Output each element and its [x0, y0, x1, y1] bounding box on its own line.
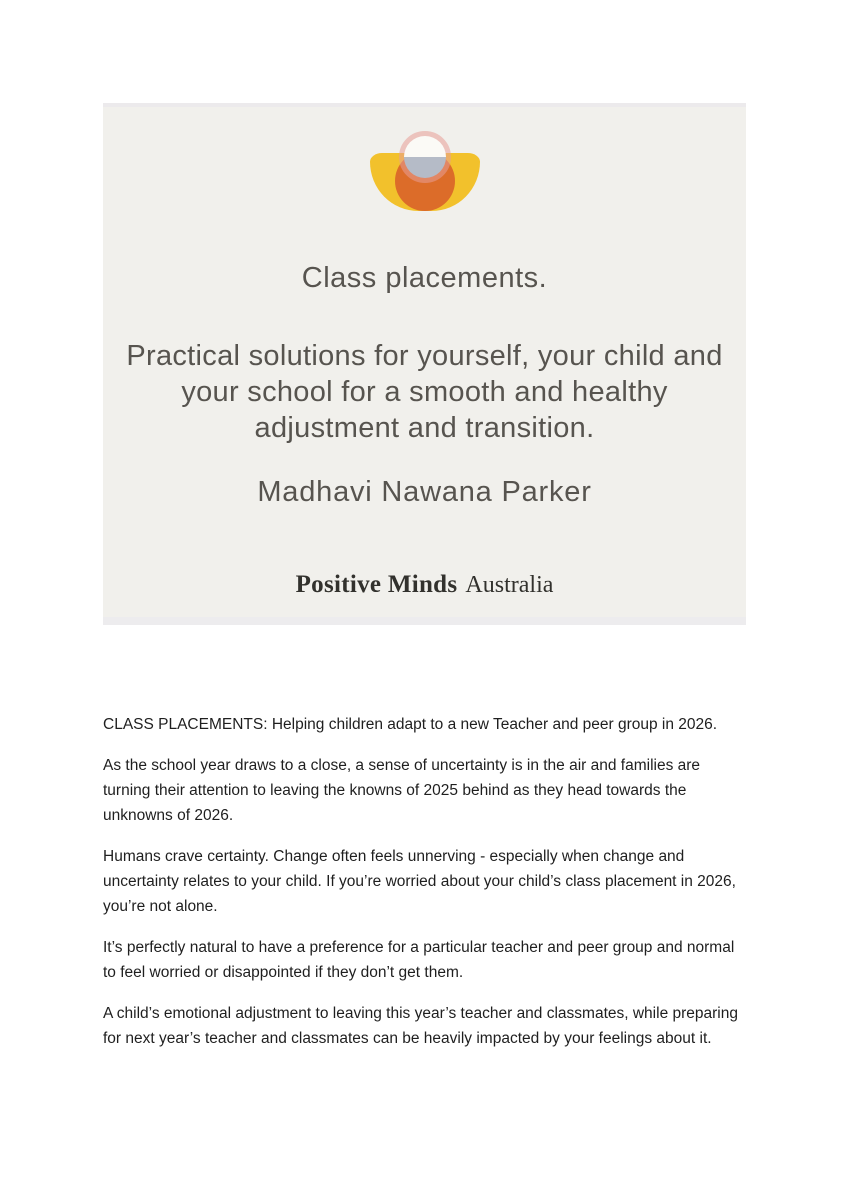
- article-paragraph: A child’s emotional adjustment to leaving this year’s teacher and classmates, while preparing for next year’s teacher and classmates can be heavily impacted by your feelings about it.: [103, 1005, 738, 1047]
- hero-subtitle: Practical solutions for yourself, your child and your school for a smooth and healthy adjustment and transition.: [126, 340, 723, 444]
- hero-card: [103, 103, 746, 625]
- article-paragraph-heading: CLASS PLACEMENTS: Helping children adapt to a new Teacher and peer group in 2026.: [103, 716, 718, 733]
- article-paragraph: As the school year draws to a close, a sense of uncertainty is in the air and families are turning their attention to leaving the knowns of 2025 behind as they head towards the unknowns of 2026.: [103, 757, 701, 824]
- brand-logotype: [103, 570, 746, 603]
- logo-inner-circle: [404, 136, 446, 178]
- positive-minds-logo: [370, 131, 480, 211]
- hero-author: Madhavi Nawana Parker: [257, 476, 592, 508]
- brand-name: Positive Minds: [295, 571, 458, 598]
- brand-country: Australia: [465, 572, 554, 598]
- hero-title: Class placements.: [301, 262, 548, 294]
- article-body: [103, 712, 749, 1067]
- article-paragraph: Humans crave certainty. Change often feels unnerving - especially when change and uncertainty relates to your child. If you’re worried about your child’s class placement in 2026, you’re not alone.: [103, 848, 736, 915]
- article-paragraph: It’s perfectly natural to have a preference for a particular teacher and peer group and normal to feel worried or disappointed if they don’t get them.: [103, 939, 735, 981]
